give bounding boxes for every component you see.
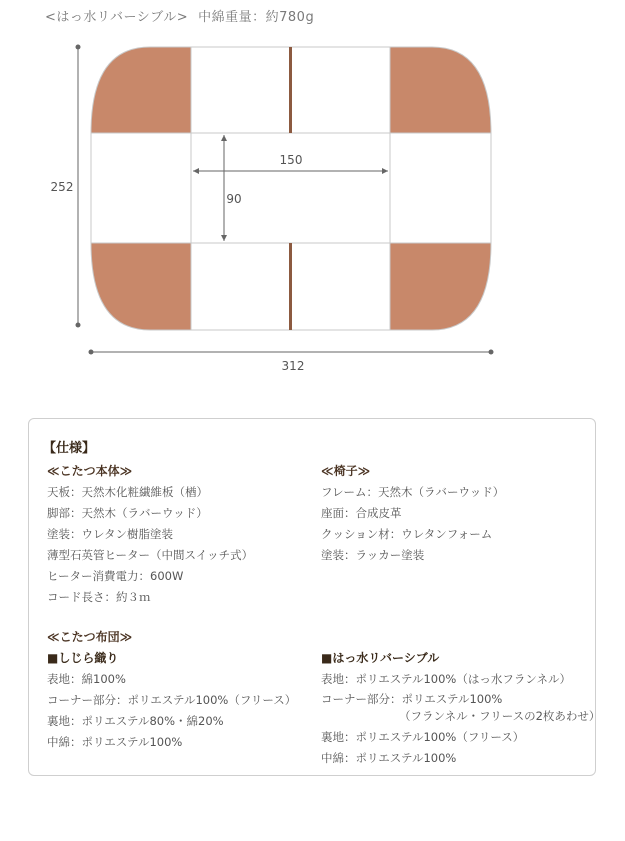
table-depth-arrow [221,135,227,241]
table-width-label: 150 [279,153,303,167]
spec-row: 表地：ポリエステル100%（はっ水フランネル） [321,672,571,686]
corner-piece-top-left [91,47,191,133]
spec-row: 中綿：ポリエステル100% [47,735,183,749]
water-repellent-subheading: ■はっ水リバーシブル [321,651,440,665]
kotatsu-futon-diagram [0,0,625,400]
table-width-arrow [193,168,388,174]
spec-title: 【仕様】 [43,441,96,456]
shijira-subheading: ■しじら織り [47,651,119,665]
spec-row: コーナー部分：ポリエステル100%（フリース） [47,693,297,707]
spec-left-futon-column [47,627,296,753]
spec-row: クッション材：ウレタンフォーム [321,527,493,541]
corner-piece-bottom-left [91,243,191,330]
spec-row: コード長さ：約３ｍ [47,590,151,604]
overall-width-label: 312 [281,359,305,373]
overall-height-label: 252 [50,180,74,194]
spec-row: 中綿：ポリエステル100% [321,751,457,765]
spec-row: 裏地：ポリエステル80%・綿20% [47,714,224,728]
overall-width-dimension [89,350,494,355]
spec-right-column [321,461,504,566]
kotatsu-futon-heading: ≪こたつ布団≫ [47,630,133,644]
spec-row: 塗装：ラッカー塗装 [321,548,425,562]
kotatsu-body-heading: ≪こたつ本体≫ [47,464,133,478]
spec-row: 天板：天然木化粧繊維板（楢） [47,485,208,499]
spec-row-continuation: （フランネル・フリースの2枚あわせ） [399,709,601,723]
spec-row: 塗装：ウレタン樹脂塗装 [47,527,174,541]
spec-right-futon-column [321,648,600,769]
product-variant-title: <はっ水リバーシブル> [45,10,189,25]
spec-row: 裏地：ポリエステル100%（フリース） [321,730,525,744]
corner-piece-bottom-right [390,243,491,330]
spec-row: フレーム：天然木（ラバーウッド） [321,485,505,499]
spec-row: コーナー部分：ポリエステル100% [321,692,503,706]
spec-left-column [47,461,253,608]
filling-weight: 中綿重量：約780g [198,10,315,25]
spec-row: ヒーター消費電力：600W [47,569,184,583]
chair-heading: ≪椅子≫ [321,464,371,478]
spec-row: 座面：合成皮革 [321,506,402,520]
spec-box [28,418,601,776]
spec-row: 薄型石英管ヒーター（中間スイッチ式） [47,548,254,562]
corner-piece-top-right [390,47,491,133]
table-depth-label: 90 [226,192,242,206]
spec-row: 脚部：天然木（ラバーウッド） [47,506,208,520]
spec-row: 表地：綿100% [47,672,126,686]
overall-height-dimension [76,45,81,328]
